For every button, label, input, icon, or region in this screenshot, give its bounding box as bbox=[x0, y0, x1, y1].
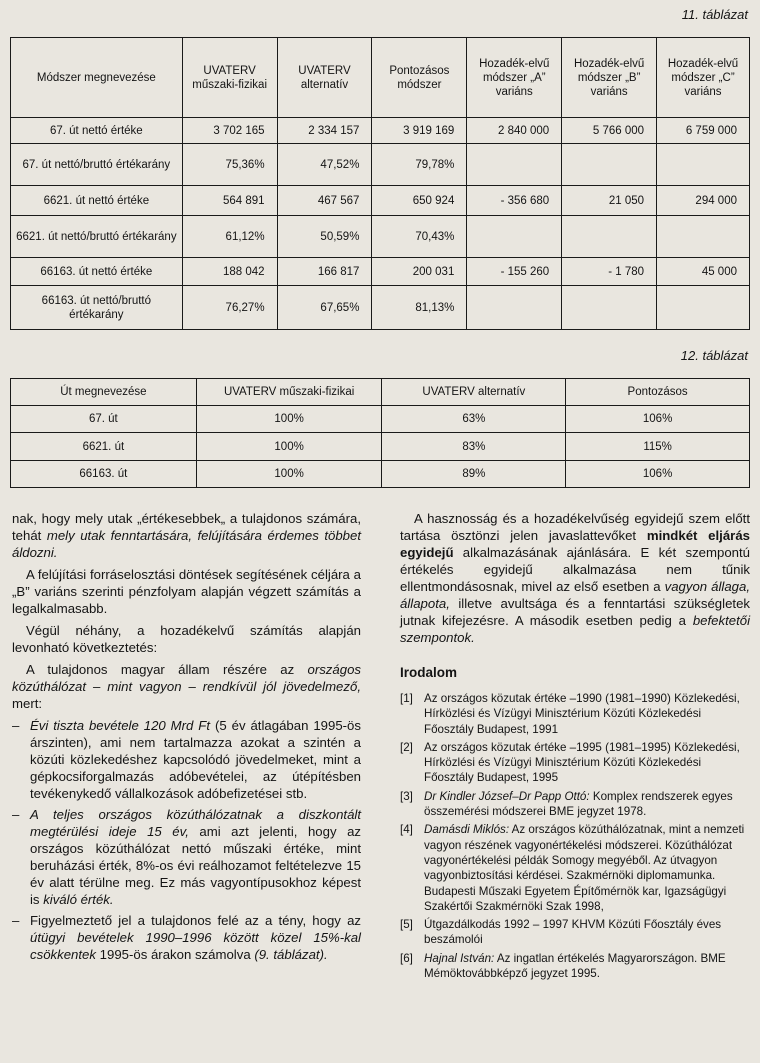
row-label: 66163. út nettó/bruttó értékarány bbox=[11, 286, 183, 330]
table-cell: 79,78% bbox=[372, 144, 467, 186]
table-cell bbox=[657, 144, 750, 186]
emphasis: vagyon állaga, állapota, bbox=[400, 579, 751, 611]
reference-title: Az országos közutak értéke –1990 (1981–1990) Közlekedési, Hírközlési és Vízügyi Minisztérium Közúti Közlekedési Főosztály Budapest, 1991 bbox=[424, 692, 740, 736]
emphasis: (9. táblázat). bbox=[254, 947, 328, 962]
reference-text bbox=[424, 691, 750, 737]
text-run: (5 év átlagában 1995-ös árszinten), ami nem tartalmazza azokat a szintén a közúti közlekedéshez kapcsolódó jövedelmeket, mint a gépkocsiforgalmazás adóbevételei, az útépítésben tevékenykedő vállalkozások adóbefizetései stb. bbox=[30, 718, 361, 801]
table-cell: 3 702 165 bbox=[182, 118, 277, 144]
table-cell bbox=[562, 216, 657, 258]
table-cell: 100% bbox=[196, 461, 382, 488]
header-cell: UVATERV alternatív bbox=[382, 379, 566, 406]
table-cell bbox=[657, 216, 750, 258]
text-run: illetve avultsága és a fenntartási szükségletek jutnak kifejezésre. A második esetben pedig a bbox=[400, 596, 750, 628]
reference-number: [3] bbox=[400, 789, 413, 803]
table-cell: - 356 680 bbox=[467, 186, 562, 216]
reference-item bbox=[400, 789, 750, 820]
table-cell: 166 817 bbox=[277, 258, 372, 286]
header-cell: Út megnevezése bbox=[11, 379, 197, 406]
table-cell: 294 000 bbox=[657, 186, 750, 216]
table-row bbox=[11, 186, 750, 216]
paragraph: A felújítási forráselosztási döntések segítésének céljára a „B” variáns szerinti pénzfolyam alapján végzett számítás a legalkalmasabb. bbox=[12, 567, 361, 616]
table-row bbox=[11, 216, 750, 258]
reference-title: Az országos közúthálózatnak, mint a nemzeti vagyon részének vagyonértékelési módszerei. Közúthálózat vagyonértékelési példák Somogy megyéből. Az útvagyon vagyonbiztosítási kérdései. Szakmérnöki diplomamunka. Budapesti Műszaki Egyetem Építőmérnök kar, Igazságügyi Szakértői Szakmérnöki Szak 1998, bbox=[424, 823, 745, 913]
table-cell: 81,13% bbox=[372, 286, 467, 330]
emphasis: útügyi bevételek 1990–1996 között közel 15%-kal csökkentek bbox=[30, 930, 361, 962]
reference-item bbox=[400, 917, 750, 948]
table-11-caption: 11. táblázat bbox=[681, 7, 748, 22]
header-cell: UVATERV alternatív bbox=[277, 38, 372, 118]
bullet-text bbox=[30, 912, 361, 963]
table-cell: - 1 780 bbox=[562, 258, 657, 286]
reference-item bbox=[400, 740, 750, 786]
reference-number: [6] bbox=[400, 951, 413, 965]
reference-text bbox=[424, 789, 750, 820]
table-cell: 61,12% bbox=[182, 216, 277, 258]
table-cell: 100% bbox=[196, 406, 382, 433]
table-12-header-row bbox=[11, 379, 750, 406]
reference-author: Dr Kindler József–Dr Papp Ottó: bbox=[424, 789, 590, 803]
emphasis: mely utak fenntartására, felújítására érdemes többet áldozni. bbox=[12, 528, 361, 560]
emphasis: Évi tiszta bevétele 120 Mrd Ft bbox=[30, 718, 211, 733]
table-cell: 200 031 bbox=[372, 258, 467, 286]
bullet-item bbox=[12, 806, 361, 908]
text-run: alkalmazásának ajánlására. E két szempontú értékelés egyidejű alkalmazása nem tűnik ellentmondásosnak, mivel az első esetben a bbox=[400, 545, 750, 594]
emphasis: országos közúthálózat – mint vagyon – rendkívül jól jövedelmező, bbox=[12, 662, 361, 694]
table-row bbox=[11, 258, 750, 286]
row-label: 6621. út nettó/bruttó értékarány bbox=[11, 216, 183, 258]
table-cell: 106% bbox=[566, 406, 750, 433]
table-cell: 89% bbox=[382, 461, 566, 488]
bullet-text bbox=[30, 717, 361, 802]
text-run: ami azt jelenti, hogy az országos közúthálózat nettó műszaki értéke, mint beruházási érték, 8%-os évi reálhozamot feltételezve 15 év alatt térülne meg. Ez más vagyontípusokhoz képest is bbox=[30, 824, 361, 907]
text-run: 1995-ös árakon számolva bbox=[95, 947, 255, 962]
header-cell: Hozadék-elvű módszer „B” variáns bbox=[562, 38, 657, 118]
emphasis: befektetői szempontok. bbox=[400, 613, 750, 645]
reference-title: Az országos közutak értéke –1995 (1981–1995) Közlekedési, Hírközlési és Vízügyi Minisztérium Közúti Közlekedési Főosztály Budapest, 1995 bbox=[424, 740, 740, 785]
text-run: Figyelmeztető jel a tulajdonos felé az a tény, hogy az bbox=[30, 913, 361, 928]
table-cell: 70,43% bbox=[372, 216, 467, 258]
left-text-column bbox=[12, 510, 361, 967]
header-cell: UVATERV műszaki-fizikai bbox=[196, 379, 382, 406]
dash-marker: – bbox=[12, 913, 20, 928]
table-row bbox=[11, 286, 750, 330]
references-heading: Irodalom bbox=[400, 665, 458, 680]
dash-marker: – bbox=[12, 807, 20, 822]
table-cell: 115% bbox=[566, 433, 750, 461]
right-text-column bbox=[400, 510, 750, 984]
table-cell: 63% bbox=[382, 406, 566, 433]
reference-text bbox=[424, 822, 750, 914]
table-cell: 50,59% bbox=[277, 216, 372, 258]
table-cell: 75,36% bbox=[182, 144, 277, 186]
paragraph bbox=[400, 510, 750, 646]
table-12 bbox=[10, 378, 750, 488]
table-row bbox=[11, 461, 750, 488]
table-cell: 21 050 bbox=[562, 186, 657, 216]
table-cell bbox=[467, 144, 562, 186]
reference-number: [4] bbox=[400, 823, 413, 837]
table-row bbox=[11, 406, 750, 433]
dash-marker: – bbox=[12, 718, 20, 733]
table-cell: 3 919 169 bbox=[372, 118, 467, 144]
table-cell: 83% bbox=[382, 433, 566, 461]
table-cell: 2 840 000 bbox=[467, 118, 562, 144]
table-11-header-row bbox=[11, 38, 750, 118]
row-label: 66163. út nettó értéke bbox=[11, 258, 183, 286]
table-cell bbox=[657, 286, 750, 330]
bullet-text bbox=[30, 806, 361, 908]
row-label: 67. út bbox=[11, 406, 197, 433]
table-cell: 76,27% bbox=[182, 286, 277, 330]
table-cell: 467 567 bbox=[277, 186, 372, 216]
emphasis: kiváló érték. bbox=[43, 892, 114, 907]
table-cell: 2 334 157 bbox=[277, 118, 372, 144]
table-cell: 67,65% bbox=[277, 286, 372, 330]
row-label: 67. út nettó/bruttó értékarány bbox=[11, 144, 183, 186]
reference-item bbox=[400, 822, 750, 914]
table-cell bbox=[562, 286, 657, 330]
reference-number: [5] bbox=[400, 918, 413, 932]
reference-author: Damásdi Miklós: bbox=[424, 823, 510, 837]
table-cell: 106% bbox=[566, 461, 750, 488]
table-cell: 564 891 bbox=[182, 186, 277, 216]
reference-item bbox=[400, 951, 750, 982]
bold-run: mindkét eljárás egyidejű bbox=[400, 528, 750, 560]
table-12-caption: 12. táblázat bbox=[680, 348, 748, 363]
row-label: 6621. út nettó értéke bbox=[11, 186, 183, 216]
table-row bbox=[11, 144, 750, 186]
paragraph bbox=[12, 661, 361, 712]
text-run: A hasznosság és a hozadékelvűség egyidejű szem előtt tartása ösztönzi jelen javaslattevőket bbox=[400, 511, 750, 543]
table-row bbox=[11, 433, 750, 461]
header-cell: Hozadék-elvű módszer „C” variáns bbox=[657, 38, 750, 118]
reference-title: Az ingatlan értékelés Magyarországon. BME Mémöktovábbképző jegyzet 1995. bbox=[424, 951, 726, 981]
text-run: mert: bbox=[12, 696, 43, 711]
table-cell: 6 759 000 bbox=[657, 118, 750, 144]
paragraph: Végül néhány, a hozadékelvű számítás alapján levonható következtetés: bbox=[12, 623, 361, 655]
bullet-item bbox=[12, 717, 361, 802]
header-cell: UVATERV műszaki-fizikai bbox=[182, 38, 277, 118]
row-label: 6621. út bbox=[11, 433, 197, 461]
table-row bbox=[11, 118, 750, 144]
table-11 bbox=[10, 37, 750, 330]
reference-text bbox=[424, 740, 750, 786]
table-cell: 188 042 bbox=[182, 258, 277, 286]
reference-number: [1] bbox=[400, 692, 413, 705]
table-cell bbox=[562, 144, 657, 186]
header-cell: Hozadék-elvű módszer „A” variáns bbox=[467, 38, 562, 118]
reference-text bbox=[424, 951, 750, 982]
text-run: nak, hogy mely utak „értékesebbek„ a tulajdonos számára, tehát bbox=[12, 511, 361, 543]
table-cell: 45 000 bbox=[657, 258, 750, 286]
header-cell: Módszer megnevezése bbox=[11, 38, 183, 118]
bullet-item bbox=[12, 912, 361, 963]
emphasis: A teljes országos közúthálózatnak a diszkontált megtérülési ideje 15 év, bbox=[30, 807, 361, 839]
reference-title: Komplex rendszerek egyes összemérési módszerei BME jegyzet 1978. bbox=[424, 789, 733, 819]
header-cell: Pontozásos módszer bbox=[372, 38, 467, 118]
table-cell bbox=[467, 216, 562, 258]
table-cell: 5 766 000 bbox=[562, 118, 657, 144]
reference-item bbox=[400, 691, 750, 737]
table-cell: - 155 260 bbox=[467, 258, 562, 286]
table-cell: 47,52% bbox=[277, 144, 372, 186]
reference-text bbox=[424, 917, 750, 948]
table-cell bbox=[467, 286, 562, 330]
table-cell: 650 924 bbox=[372, 186, 467, 216]
reference-number: [2] bbox=[400, 740, 413, 754]
table-cell: 100% bbox=[196, 433, 382, 461]
reference-title: Útgazdálkodás 1992 – 1997 KHVM Közúti Főosztály éves beszámolói bbox=[424, 918, 722, 947]
text-run: A tulajdonos magyar állam részére az bbox=[26, 662, 308, 677]
header-cell: Pontozásos bbox=[566, 379, 750, 406]
reference-author: Hajnal István: bbox=[424, 951, 495, 965]
reference-list bbox=[400, 691, 750, 981]
paragraph bbox=[12, 510, 361, 561]
row-label: 67. út nettó értéke bbox=[11, 118, 183, 144]
row-label: 66163. út bbox=[11, 461, 197, 488]
